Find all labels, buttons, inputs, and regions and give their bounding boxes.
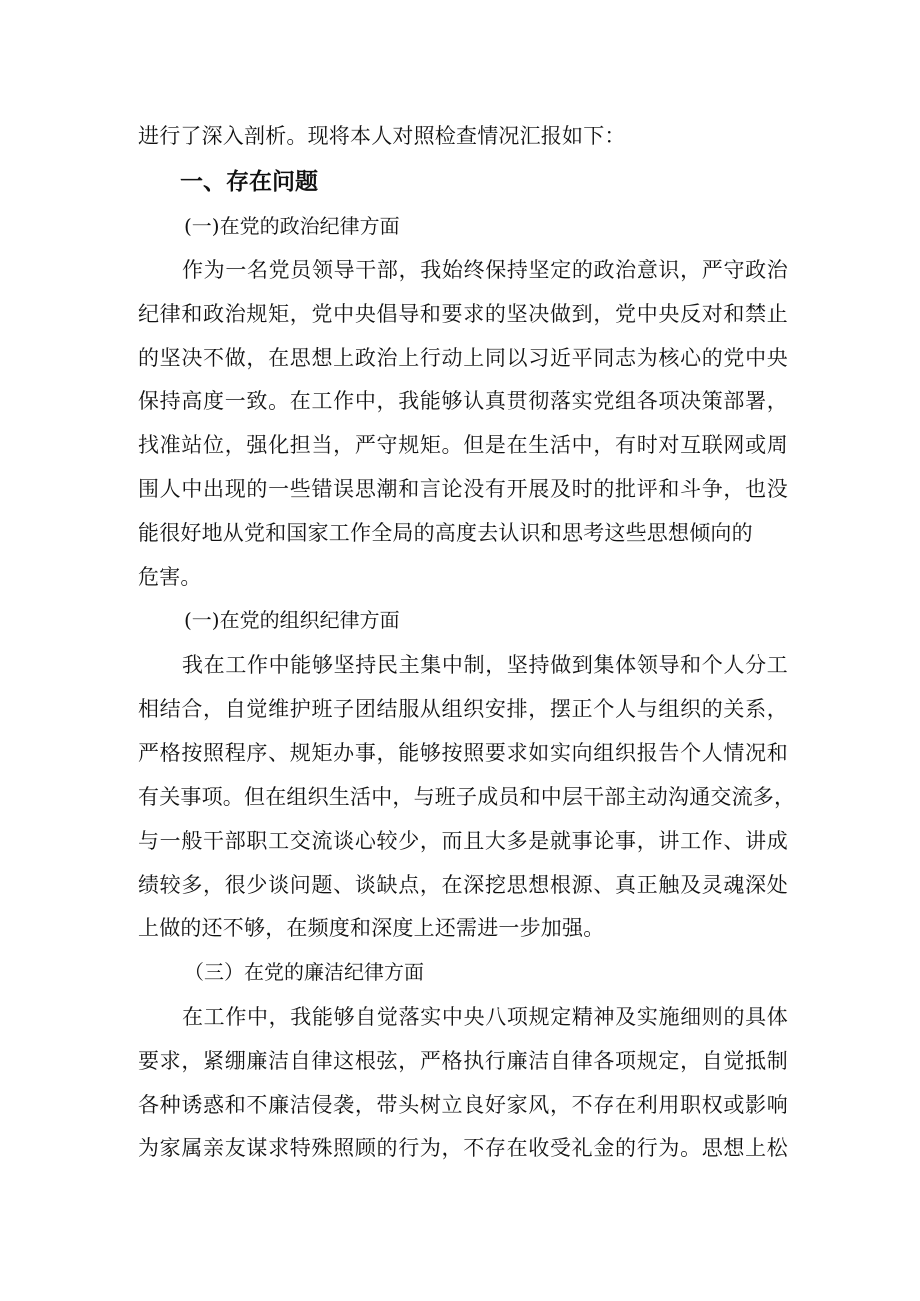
paragraph-line: 与一般干部职工交流谈心较少，而且大多是就事论事，讲工作、讲成 [138,829,788,853]
paragraph-line: 危害。 [138,565,202,589]
paragraph-line: 在工作中，我能够自觉落实中央八项规定精神及实施细则的具体 [182,1005,788,1029]
paragraph-line: 保持高度一致。在工作中，我能够认真贯彻落实党组各项决策部署， [138,389,788,413]
paragraph-line: 严格按照程序、规矩办事，能够按照要求如实向组织报告个人情况和 [138,741,788,765]
subheading-integrity-discipline: （三）在党的廉洁纪律方面 [184,960,424,984]
paragraph-line: 为家属亲友谋求特殊照顾的行为，不存在收受礼金的行为。思想上松 [138,1136,788,1160]
paragraph-line: 围人中出现的一些错误思潮和言论没有开展及时的批评和斗争，也没 [138,477,788,501]
paragraph-line: 绩较多，很少谈问题、谈缺点，在深挖思想根源、真正触及灵魂深处 [138,873,788,897]
paragraph-line: 纪律和政治规矩，党中央倡导和要求的坚决做到，党中央反对和禁止 [138,302,788,326]
subheading-organizational-discipline: (一)在党的组织纪律方面 [184,608,400,632]
section-title-problems: 一、存在问题 [180,169,318,195]
paragraph-line: 相结合，自觉维护班子团结服从组织安排，摆正个人与组织的关系， [138,697,788,721]
paragraph-line: 上做的还不够，在频度和深度上还需进一步加强。 [138,916,605,940]
paragraph-line: 作为一名党员领导干部，我始终保持坚定的政治意识，严守政治 [182,258,788,282]
paragraph-line: 我在工作中能够坚持民主集中制，坚持做到集体领导和个人分工 [182,653,788,677]
paragraph-line: 的坚决不做，在思想上政治上行动上同以习近平同志为核心的党中央 [138,346,788,370]
intro-line: 进行了深入剖析。现将本人对照检查情况汇报如下： [138,124,626,148]
paragraph-line: 各种诱惑和不廉洁侵袭，带头树立良好家风，不存在利用职权或影响 [138,1093,788,1117]
paragraph-line: 找准站位，强化担当，严守规矩。但是在生活中，有时对互联网或周 [138,433,788,457]
paragraph-line: 要求，紧绷廉洁自律这根弦，严格执行廉洁自律各项规定，自觉抵制 [138,1049,788,1073]
subheading-political-discipline: (一)在党的政治纪律方面 [184,214,400,238]
paragraph-line: 能很好地从党和国家工作全局的高度去认识和思考这些思想倾向的 [138,521,753,545]
paragraph-line: 有关事项。但在组织生活中，与班子成员和中层干部主动沟通交流多， [138,785,796,809]
